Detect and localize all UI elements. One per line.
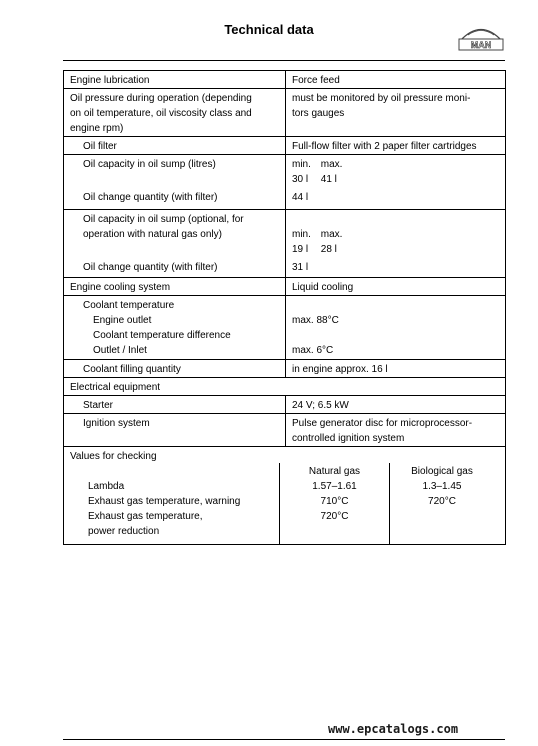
table-row	[64, 378, 506, 396]
coolant-filling-label: Coolant filling quantity	[64, 360, 286, 378]
engine-cooling-label: Engine cooling system	[64, 278, 286, 296]
table-row	[64, 447, 506, 545]
table-row	[64, 296, 506, 360]
engine-lubrication-label: Engine lubrication	[64, 71, 286, 89]
ignition-system-value: Pulse generator disc for microprocessor- controlled ignition system	[286, 414, 506, 447]
table-row	[64, 414, 506, 447]
table-row	[64, 89, 506, 137]
table-row	[64, 137, 506, 155]
technical-data-table	[63, 70, 506, 545]
checking-grid	[64, 463, 505, 544]
oil-capacity-label: Oil capacity in oil sump (litres) Oil change quantity (with filter)	[64, 155, 286, 210]
table-row	[64, 210, 506, 278]
electrical-equipment-label: Electrical equipment	[64, 378, 506, 396]
coolant-filling-value: in engine approx. 16 l	[286, 360, 506, 378]
engine-cooling-value: Liquid cooling	[286, 278, 506, 296]
header-rule	[63, 60, 505, 61]
checking-labels: Lambda Exhaust gas temperature, warning Exhaust gas temperature, power reduction	[64, 463, 280, 544]
oil-capacity-value: min. max. 30 l 41 l 44 l	[286, 155, 506, 210]
page-title: Technical data	[224, 22, 314, 37]
oil-capacity-gas-value: min. max. 19 l 28 l 31 l	[286, 210, 506, 278]
starter-value: 24 V; 6.5 kW	[286, 396, 506, 414]
biological-gas-column: Biological gas 1.3–1.45 720°C	[411, 466, 473, 507]
oil-filter-value: Full-flow filter with 2 paper filter cartridges	[286, 137, 506, 155]
starter-label: Starter	[64, 396, 286, 414]
logo-text: MAN	[470, 40, 492, 50]
man-logo-icon	[457, 22, 505, 52]
oil-filter-label: Oil filter	[64, 137, 286, 155]
footer-rule	[63, 739, 505, 740]
table-row	[64, 278, 506, 296]
ignition-system-label: Ignition system	[64, 414, 286, 447]
coolant-temperature-label: Coolant temperature Engine outlet Coolant temperature difference Outlet / Inlet	[64, 296, 286, 360]
table-row	[64, 396, 506, 414]
table-row	[64, 360, 506, 378]
engine-lubrication-value: Force feed	[286, 71, 506, 89]
oil-capacity-gas-label: Oil capacity in oil sump (optional, for operation with natural gas only) Oil change quantity (with filter)	[64, 210, 286, 278]
table-row	[64, 155, 506, 210]
values-for-checking-title: Values for checking	[70, 451, 157, 462]
coolant-temperature-value: max. 88°C max. 6°C	[286, 296, 506, 360]
watermark-url: www.epcatalogs.com	[328, 722, 459, 736]
oil-pressure-label: Oil pressure during operation (depending on oil temperature, oil viscosity class and engine rpm)	[64, 89, 286, 137]
natural-gas-column: Natural gas 1.57–1.61 710°C 720°C	[280, 463, 390, 544]
values-for-checking	[64, 447, 506, 545]
oil-pressure-value: must be monitored by oil pressure moni- tors gauges	[286, 89, 506, 137]
table-row	[64, 71, 506, 89]
